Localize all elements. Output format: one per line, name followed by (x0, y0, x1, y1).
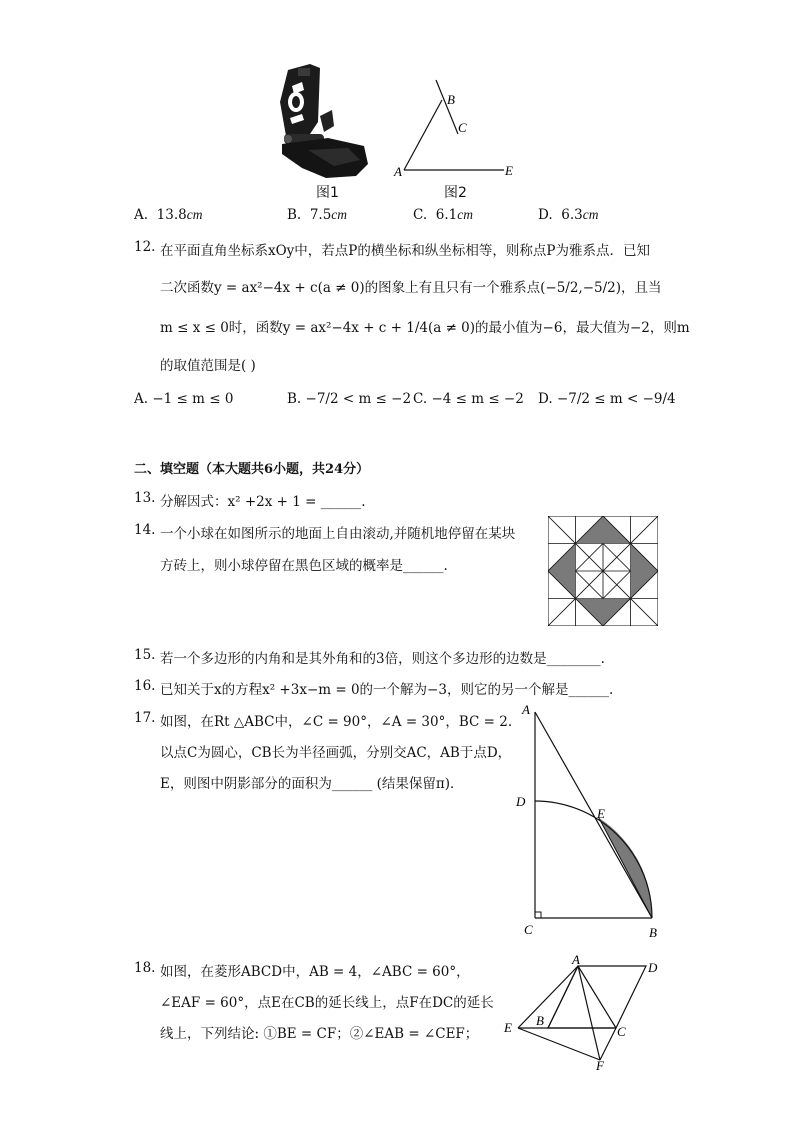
q11-option-a[interactable]: A. 13.8cm (134, 207, 203, 223)
q17-label-b: B (649, 925, 657, 940)
q12-option-b[interactable]: B. −7/2 < m ≤ −2 (287, 391, 412, 407)
q12-line-2: 二次函数y = ax²−4x + c(a ≠ 0)的图象上有且只有一个雅系点(−5/2,−5/2)，且当 (160, 280, 662, 296)
q12-number: 12. (134, 239, 156, 255)
figure-2-caption: 图2 (444, 185, 467, 201)
q18-label-b: B (536, 1013, 544, 1028)
fig2-label-a: A (394, 164, 402, 179)
q12-line-4: 的取值范围是( ) (160, 358, 256, 374)
q18-label-d: D (648, 960, 658, 975)
q11-option-c[interactable]: C. 6.1cm (413, 207, 473, 223)
q17-label-e: E (597, 806, 605, 821)
q18-label-c: C (617, 1024, 626, 1039)
fig2-label-c: C (458, 120, 467, 135)
q13-text: 分解因式：x² +2x + 1 = ______. (160, 494, 366, 510)
q17-label-d: D (516, 794, 526, 809)
q18-line-1: 如图，在菱形ABCD中，AB = 4，∠ABC = 60°， (160, 964, 470, 980)
q17-triangle-figure (508, 700, 668, 945)
q14-line-1: 一个小球在如图所示的地面上自由滚动,并随机地停留在某块 (160, 526, 516, 542)
q12-option-a[interactable]: A. −1 ≤ m ≤ 0 (134, 391, 234, 407)
figure-2-angle (392, 72, 522, 182)
fig2-label-b: B (447, 92, 455, 107)
q17-label-a: A (522, 702, 530, 717)
q17-label-c: C (524, 922, 533, 937)
q18-number: 18. (134, 960, 156, 976)
section-2-title: 二、填空题（本大题共6小题，共24分） (134, 462, 370, 477)
q18-rhombus-figure (500, 950, 670, 1072)
q14-tile-figure (548, 516, 658, 626)
q16-number: 16. (134, 678, 156, 694)
q12-option-d[interactable]: D. −7/2 ≤ m < −9/4 (538, 391, 676, 407)
figure-1-caption: 图1 (316, 185, 339, 201)
q13-number: 13. (134, 490, 156, 506)
q12-option-c[interactable]: C. −4 ≤ m ≤ −2 (413, 391, 524, 407)
q15-number: 15. (134, 647, 156, 663)
q18-label-f: F (596, 1058, 604, 1072)
q18-line-2: ∠EAF = 60°，点E在CB的延长线上，点F在DC的延长 (160, 995, 494, 1011)
figure-1-phone-stand (268, 62, 378, 182)
q18-label-e: E (504, 1020, 512, 1035)
q17-line-2: 以点C为圆心，CB长为半径画弧，分别交AC，AB于点D， (160, 745, 512, 761)
q14-number: 14. (134, 522, 156, 538)
q17-line-1: 如图，在Rt △ABC中，∠C = 90°，∠A = 30°，BC = 2. (160, 714, 513, 730)
q11-option-b[interactable]: B. 7.5cm (287, 207, 348, 223)
q15-text: 若一个多边形的内角和是其外角和的3倍，则这个多边形的边数是________. (160, 651, 605, 667)
q17-line-3: E，则图中阴影部分的面积为______ (结果保留π)． (160, 776, 464, 792)
q18-line-3: 线上，下列结论: ①BE = CF；②∠EAB = ∠CEF； (160, 1026, 479, 1042)
q16-text: 已知关于x的方程x² +3x−m = 0的一个解为−3，则它的另一个解是______. (160, 682, 614, 698)
q18-label-a: A (572, 952, 580, 967)
q11-option-d[interactable]: D. 6.3cm (538, 207, 599, 223)
q12-line-3: m ≤ x ≤ 0时，函数y = ax²−4x + c + 1/4(a ≠ 0)的最小值为−6，最大值为−2，则m (160, 320, 690, 336)
q12-line-1: 在平面直角坐标系xOy中，若点P的横坐标和纵坐标相等，则称点P为雅系点．已知 (160, 243, 650, 259)
fig2-label-e: E (505, 163, 513, 178)
q17-number: 17. (134, 710, 156, 726)
q14-line-2: 方砖上，则小球停留在黑色区域的概率是______. (160, 558, 448, 574)
